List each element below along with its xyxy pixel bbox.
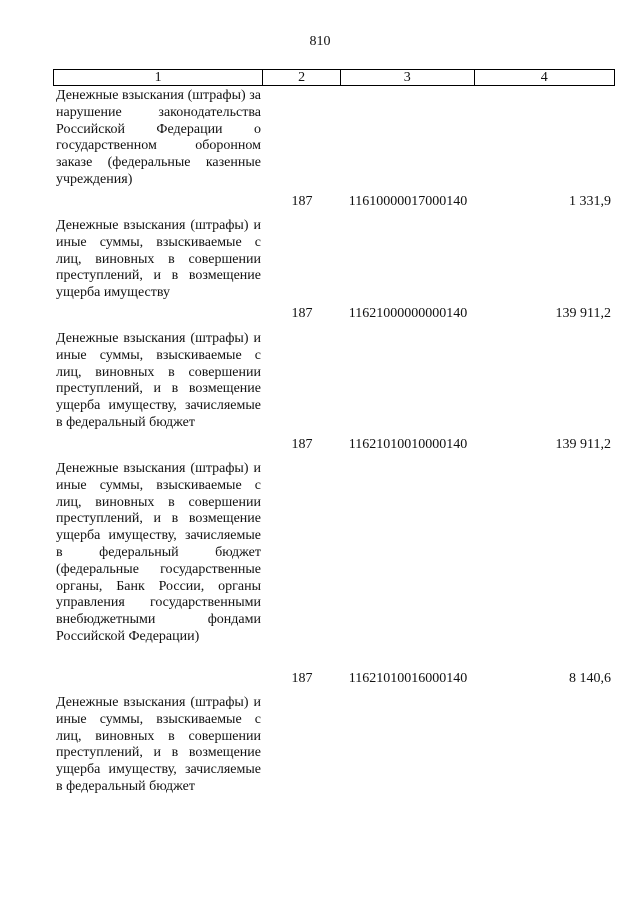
header-col-4: 4 [540,70,548,85]
row-kbk: 11610000017000140 [348,194,468,209]
row-description: Денежные взыскания (штрафы) и иные суммы, взыскиваемые с лиц, виновных в совершении преступлений, и в возмещение ущерба имуществу, зачисляемые в федеральный бюджет [56,331,261,430]
row-amount: 8 140,6 [569,671,611,686]
row-description: Денежные взыскания (штрафы) и иные суммы, взыскиваемые с лиц, виновных в совершении преступлений, и в возмещение ущерба имуществу, зачисляемые в федеральный бюджет (федеральные государственные органы, Банк России, органы управления государственными внебюджетными фондами Российской Федерации) [56,461,261,644]
row-code: 187 [291,671,313,686]
table-row [53,461,615,687]
table-row [53,88,615,210]
header-col-3: 3 [341,70,475,85]
row-code: 187 [291,437,313,452]
table-row [53,331,615,453]
row-description: Денежные взыскания (штрафы) и иные суммы, взыскиваемые с лиц, виновных в совершении преступлений, и в возмещение ущерба имуществу [56,218,261,301]
header-col-2: 2 [263,70,341,85]
header-col-1: 1 [54,70,263,85]
page-number: 810 [309,34,331,49]
table-row [53,695,615,819]
row-amount: 139 911,2 [555,306,611,321]
row-amount: 1 331,9 [569,194,611,209]
row-kbk: 11621010016000140 [348,671,468,686]
row-kbk: 11621000000000140 [348,306,468,321]
row-code: 187 [291,194,313,209]
table-row [53,218,615,322]
row-code: 187 [291,306,313,321]
row-kbk: 11621010010000140 [348,437,468,452]
row-description: Денежные взыскания (штрафы) за нарушение законодательства Российской Федерации о государственном оборонном заказе (федеральные казенные учреждения) [56,88,261,187]
row-description: Денежные взыскания (штрафы) и иные суммы, взыскиваемые с лиц, виновных в совершении преступлений, и в возмещение ущерба имуществу, зачисляемые в федеральный бюджет [56,695,261,794]
table-header [53,69,615,86]
row-amount: 139 911,2 [555,437,611,452]
